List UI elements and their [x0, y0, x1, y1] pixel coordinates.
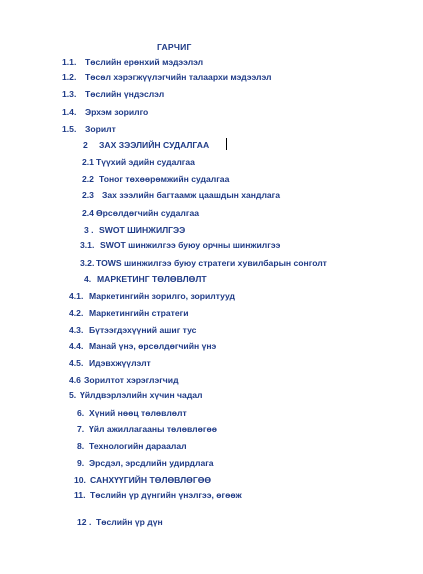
toc-entry-text[interactable]: МАРКЕТИНГ ТӨЛӨВЛӨЛТ [97, 274, 207, 284]
toc-entry-text[interactable]: Тоног төхөөрөмжийн судалгаа [99, 174, 230, 184]
toc-entry-number: 2.3 [82, 190, 94, 200]
toc-entry-number: 4.4. [69, 341, 84, 351]
toc-entry-text[interactable]: Түүхий эдийн судалгаа [96, 157, 195, 167]
toc-entry-number: 6. [77, 408, 85, 418]
text-cursor [226, 138, 227, 150]
toc-entry-text[interactable]: TOWS шинжилгээ буюу стратеги хувилбарын сонголт [96, 258, 327, 268]
toc-entry-number: 3.1. [80, 240, 95, 250]
toc-entry-text[interactable]: Хүний нөөц төлөвлөлт [89, 408, 187, 418]
toc-entry-number: 10. [74, 475, 86, 485]
toc-entry-text[interactable]: ЗАХ ЗЭЭЛИЙН СУДАЛГАА [99, 140, 210, 150]
toc-entry-number: 2 [83, 140, 88, 150]
toc-entry-text[interactable]: Маркетингийн стратеги [89, 308, 189, 318]
toc-entry-text[interactable]: Үйлдвэрлэлийн хүчин чадал [80, 390, 203, 400]
toc-entry-number: 2.1 [82, 157, 94, 167]
toc-entry-number: 1.3. [62, 89, 77, 99]
toc-entry-number: 2.2 [82, 174, 94, 184]
toc-entry-number: 2.4 [82, 208, 94, 218]
toc-entry-text[interactable]: Маркетингийн зорилго, зорилтууд [89, 291, 235, 301]
toc-entry-number: 11. [74, 490, 86, 500]
toc-entry-text[interactable]: SWOT шинжилгээ буюу орчны шинжилгээ [100, 240, 281, 250]
toc-entry-number: 7. [77, 424, 85, 434]
toc-entry-text[interactable]: Төслийн үндэслэл [85, 89, 165, 99]
toc-entry-number: 9. [77, 458, 85, 468]
toc-entry-text[interactable]: Зорилтот хэрэглэгчид [84, 375, 179, 385]
toc-entry-number: 3.2. [80, 258, 95, 268]
toc-entry-text[interactable]: Төсөл хэрэгжүүлэгчийн талаархи мэдээлэл [85, 72, 272, 82]
toc-entry-number: 4.2. [69, 308, 84, 318]
toc-entry-text[interactable]: Үйл ажиллагааны төлөвлөгөө [89, 424, 217, 434]
toc-entry-text[interactable]: САНХҮҮГИЙН ТӨЛӨВЛӨГӨӨ [90, 475, 212, 485]
toc-entry-number: 4.1. [69, 291, 84, 301]
toc-entry-number: 3 . [84, 225, 94, 235]
toc-entry-text[interactable]: Өрсөлдөгчийн судалгаа [96, 208, 200, 218]
toc-entry-number: 5. [69, 390, 77, 400]
toc-entry-text[interactable]: Манай үнэ, өрсөлдөгчийн үнэ [89, 341, 217, 351]
toc-entry-number: 1.1. [62, 57, 77, 67]
toc-entry-text[interactable]: Технологийн дараалал [89, 441, 187, 451]
toc-entry-text[interactable]: Эрсдэл, эрсдлийн удирдлага [89, 458, 214, 468]
toc-entry-number: 12 . [77, 517, 92, 527]
toc-entry-text[interactable]: Идэвхжүүлэлт [89, 358, 151, 368]
toc-entry-text[interactable]: Төслийн үр дүнгийн үнэлгээ, өгөөж [90, 490, 242, 500]
toc-entry-text[interactable]: Бүтээгдэхүүний ашиг тус [89, 325, 197, 335]
toc-entry-number: 8. [77, 441, 85, 451]
toc-entry-number: 1.2. [62, 72, 77, 82]
toc-entry-number: 4. [84, 274, 92, 284]
toc-entry-number: 4.5. [69, 358, 84, 368]
toc-title: ГАРЧИГ [157, 42, 192, 52]
toc-entry-number: 4.3. [69, 325, 84, 335]
toc-entry-text[interactable]: SWOT ШИНЖИЛГЭЭ [99, 225, 186, 235]
toc-entry-text[interactable]: Эрхэм зорилго [85, 107, 149, 117]
toc-entry-text[interactable]: Төслийн ерөнхий мэдээлэл [85, 57, 204, 67]
toc-entry-number: 4.6 [69, 375, 81, 385]
toc-entry-number: 1.5. [62, 124, 77, 134]
toc-entry-number: 1.4. [62, 107, 77, 117]
toc-entry-text[interactable]: Зорилт [85, 124, 116, 134]
toc-entry-text[interactable]: Зах зээлийн багтаамж цаашдын хандлага [102, 190, 281, 200]
toc-entry-text[interactable]: Төслийн үр дүн [96, 517, 163, 527]
